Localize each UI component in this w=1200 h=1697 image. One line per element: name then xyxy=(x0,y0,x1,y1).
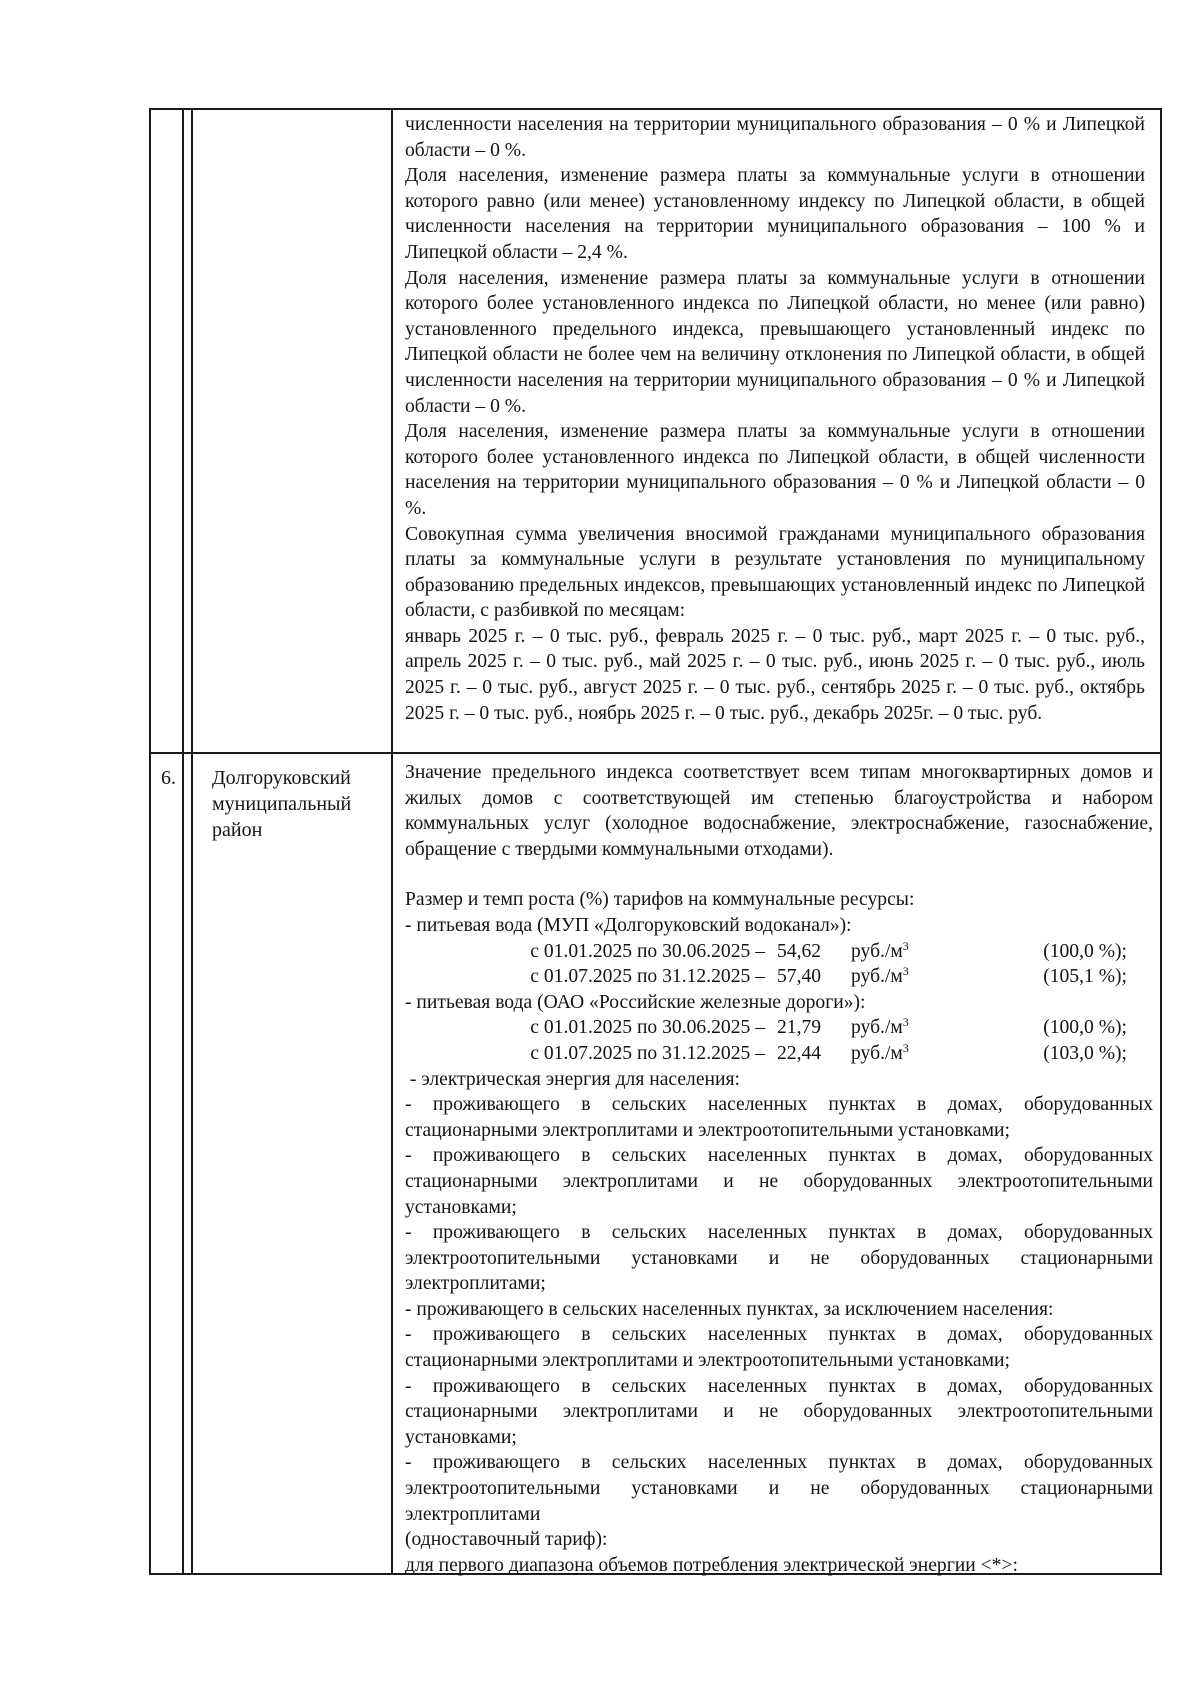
tariff-unit: $руб./м^3$ xyxy=(851,1015,909,1039)
tariff-growth: (103,0 %); xyxy=(1043,1042,1127,1064)
tariff-unit: $руб./м^3$ xyxy=(851,1040,909,1064)
tariff-growth: (100,0 %); xyxy=(1043,1017,1127,1039)
row-divider xyxy=(151,752,1160,754)
row6-description xyxy=(405,760,1153,1578)
tariff-row xyxy=(405,1015,1153,1041)
water-rzd-label: - питьевая вода (ОАО «Российские железные дороги»): xyxy=(405,991,866,1013)
first-range-note: для первого диапазона объемов потребления электрической энергии <*>: xyxy=(405,1554,1018,1576)
single-rate-note: (одноставочный тариф): xyxy=(405,1529,608,1551)
tariffs-heading: Размер и темп роста (%) тарифов на коммунальные ресурсы: xyxy=(405,889,915,911)
tariff-period: с 01.01.2025 по 30.06.2025 – xyxy=(530,1017,765,1039)
tariff-growth: (100,0 %); xyxy=(1043,940,1127,962)
tariff-growth: (105,1 %); xyxy=(1043,966,1127,988)
tariff-period: с 01.07.2025 по 31.12.2025 – xyxy=(530,966,765,988)
district-name xyxy=(212,765,384,843)
electricity-label: - электрическая энергия для населения: xyxy=(405,1068,740,1090)
electricity-category: - проживающего в сельских населенных пунктах в домах, оборудованных стационарными электроплитами и электроотопительными установками; xyxy=(405,1094,1153,1141)
paragraph-index-applies: Значение предельного индекса соответствует всем типам многоквартирных домов и жилых домов с соответствующей им степенью благоустройства и набором коммунальных услуг (холодное водоснабжение, электроснабжение, газоснабжение, обращение с твердыми коммунальными отходами). xyxy=(405,762,1153,860)
continued-row-description xyxy=(405,112,1145,726)
tariff-period: с 01.07.2025 по 31.12.2025 – xyxy=(530,1042,765,1064)
district-name-line: муниципальный xyxy=(212,793,352,815)
tariff-row xyxy=(405,964,1153,990)
water-muп-label: - питьевая вода (МУП «Долгоруковский водоканал»): xyxy=(405,914,852,936)
tariff-value: 22,44 xyxy=(777,1042,822,1064)
electricity-category: - проживающего в сельских населенных пунктах в домах, оборудованных электроотопительными установками и не оборудованных стационарными электроплитами xyxy=(405,1452,1153,1525)
tariff-row xyxy=(405,939,1153,965)
tariff-value: 21,79 xyxy=(777,1017,822,1039)
district-name-line: Долгоруковский xyxy=(212,767,351,789)
paragraph-population-share-continued: численности населения на территории муниципального образования – 0 % и Липецкой области – 0 %. xyxy=(405,114,1145,161)
tariff-table xyxy=(149,108,1162,1575)
tariff-row xyxy=(405,1041,1153,1067)
electricity-category: - проживающего в сельских населенных пунктах, за исключением населения: xyxy=(405,1298,1054,1320)
column-divider-2 xyxy=(191,110,193,1573)
paragraph-population-share-between: Доля населения, изменение размера платы за коммунальные услуги в отношении которого более установленного индекса по Липецкой области, но менее (или равно) установленного предельного индекса, превышающего установленный индекс по Липецкой области не более чем на величину отклонения по Липецкой области, в общей численности населения на территории муниципального образования – 0 % и Липецкой области – 0 %. xyxy=(405,267,1145,417)
column-divider-1 xyxy=(182,110,184,1573)
paragraph-population-share-equal: Доля населения, изменение размера платы за коммунальные услуги в отношении которого равно (или менее) установленному индексу по Липецкой области, в общей численности населения на территории муниципального образования – 100 % и Липецкой области – 2,4 %. xyxy=(405,165,1145,263)
paragraph-total-increase: Совокупная сумма увеличения вносимой гражданами муниципального образования платы за коммунальные услуги в результате установления по муниципальному образованию предельных индексов, превышающих установленный индекс по Липецкой области, с разбивкой по месяцам: xyxy=(405,523,1145,622)
paragraph-monthly-breakdown: январь 2025 г. – 0 тыс. руб., февраль 2025 г. – 0 тыс. руб., март 2025 г. – 0 тыс. руб., апрель 2025 г. – 0 тыс. руб., май 2025 г. – 0 тыс. руб., июнь 2025 г. – 0 тыс. руб., июль 2025 г. – 0 тыс. руб., август 2025 г. – 0 тыс. руб., сентябрь 2025 г. – 0 тыс. руб., октябрь 2025 г. – 0 тыс. руб., ноябрь 2025 г. – 0 тыс. руб., декабрь 2025г. – 0 тыс. руб. xyxy=(405,625,1145,724)
tariff-value: 57,40 xyxy=(777,966,822,988)
electricity-category: - проживающего в сельских населенных пунктах в домах, оборудованных стационарными электроплитами и электроотопительными установками; xyxy=(405,1324,1153,1372)
paragraph-population-share-above: Доля населения, изменение размера платы за коммунальные услуги в отношении которого более установленного индекса по Липецкой области, в общей численности населения на территории муниципального образования – 0 % и Липецкой области – 0 %. xyxy=(405,421,1145,519)
tariff-period: с 01.01.2025 по 30.06.2025 – xyxy=(530,940,765,962)
column-divider-3 xyxy=(391,110,393,1573)
electricity-category: - проживающего в сельских населенных пунктах в домах, оборудованных стационарными электроплитами и не оборудованных электроотопительными установками; xyxy=(405,1375,1153,1448)
tariff-value: 54,62 xyxy=(777,940,822,962)
tariff-unit: $руб./м^3$ xyxy=(851,938,909,962)
electricity-category: - проживающего в сельских населенных пунктах в домах, оборудованных стационарными электроплитами и не оборудованных электроотопительными установками; xyxy=(405,1145,1153,1218)
district-name-line: район xyxy=(212,819,263,841)
tariff-unit: $руб./м^3$ xyxy=(851,964,909,988)
electricity-category: - проживающего в сельских населенных пунктах в домах, оборудованных электроотопительными установками и не оборудованных стационарными электроплитами; xyxy=(405,1222,1153,1295)
row-number: 6. xyxy=(161,767,176,789)
